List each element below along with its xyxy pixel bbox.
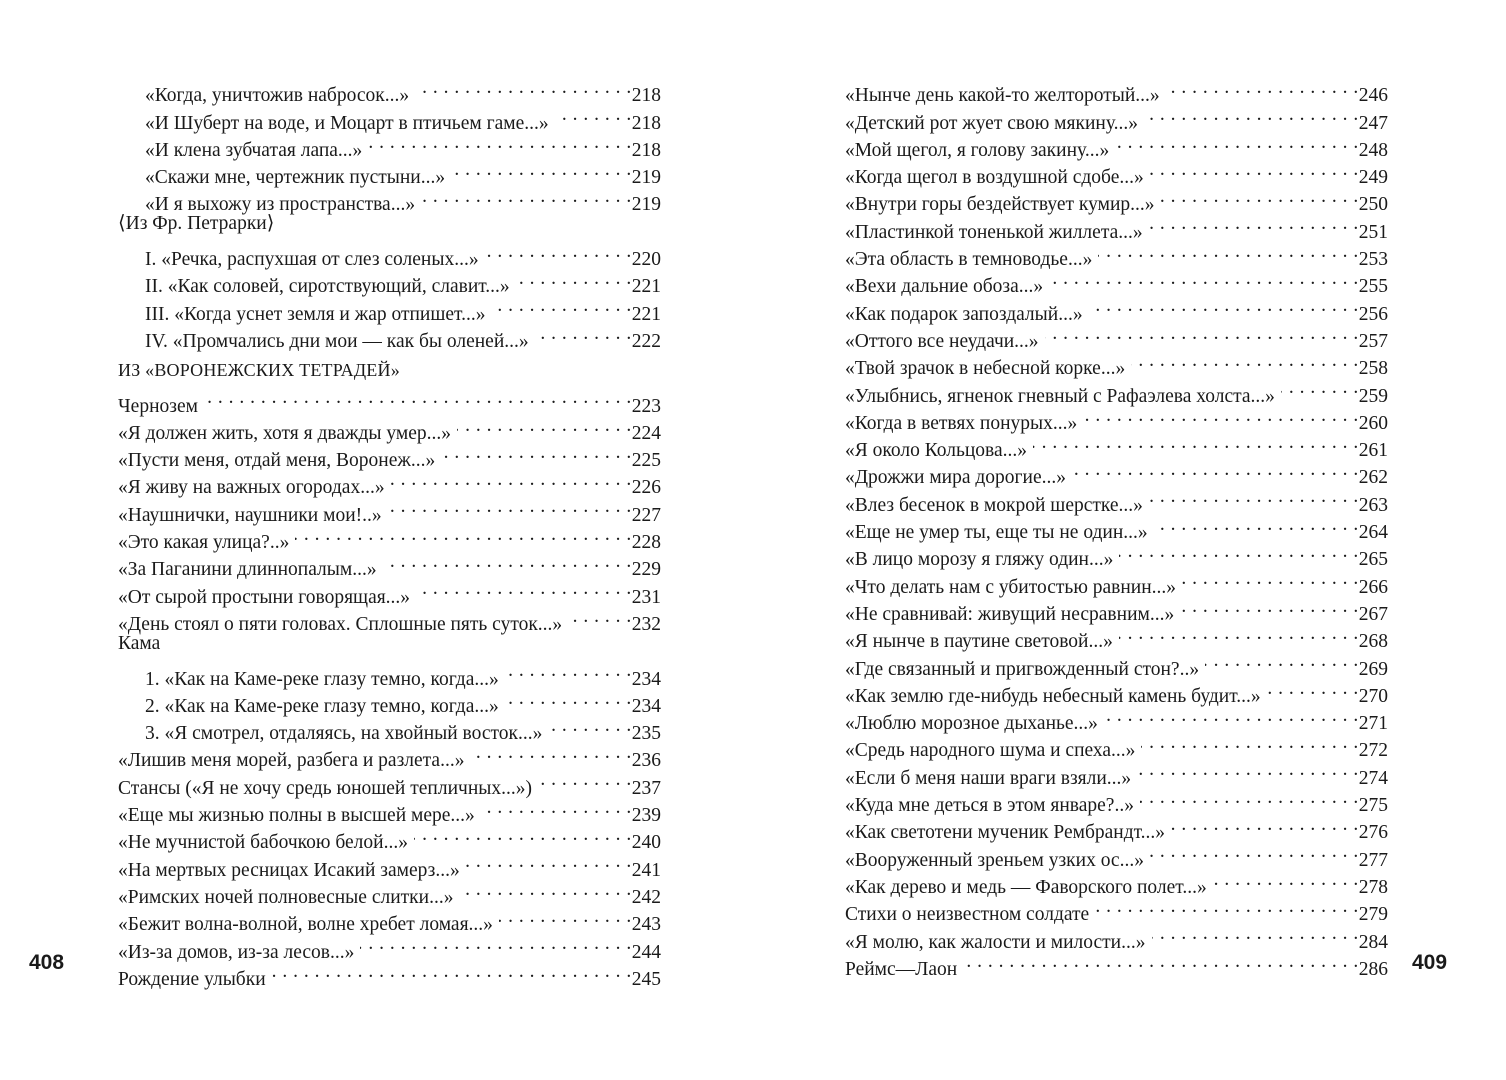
dot-leader xyxy=(1213,866,1359,893)
toc-entry-page: 279 xyxy=(1358,904,1388,926)
toc-entry-page: 272 xyxy=(1358,740,1388,762)
dot-leader xyxy=(457,412,632,439)
toc-entry-title: «Вооруженный зреньем узких ос...» xyxy=(845,849,1144,871)
toc-entry-title: «Бежит волна-волной, волне хребет ломая...» xyxy=(118,914,493,936)
toc-entry-title: «Еще не умер ты, еще ты не один...» xyxy=(845,522,1148,544)
toc-entry-page: 236 xyxy=(631,750,661,772)
dot-leader xyxy=(391,466,632,493)
toc-entry-page: 239 xyxy=(631,805,661,827)
toc-entry-title: Реймс—Лаон xyxy=(845,958,958,980)
toc-entry-title: «Лишив меня морей, разбега и разлета...» xyxy=(118,750,465,772)
toc-entry-title: «Детский рот жует свою мякину...» xyxy=(845,112,1138,134)
toc-entry-title: «Я молю, как жалости и милости...» xyxy=(845,931,1146,953)
toc-entry-title: «Влез бесенок в мокрой шерстке...» xyxy=(845,494,1143,516)
dot-leader xyxy=(1140,784,1359,811)
toc-group-petrarca xyxy=(118,238,661,352)
toc-group-intro xyxy=(118,74,661,216)
dot-leader xyxy=(1104,702,1359,729)
dot-leader xyxy=(1137,756,1359,783)
toc-entry xyxy=(845,74,1388,107)
toc-entry-title: Чернозем xyxy=(118,395,198,417)
toc-entry-page: 247 xyxy=(1358,112,1388,134)
toc-entry-page: 275 xyxy=(1358,795,1388,817)
toc-entry-title: «За Паганини длиннопалым...» xyxy=(118,559,377,581)
toc-entry-page: 231 xyxy=(631,586,661,608)
dot-leader xyxy=(516,265,632,292)
toc-entry-page: 266 xyxy=(1358,576,1388,598)
dot-leader xyxy=(1083,402,1358,429)
dot-leader xyxy=(470,739,631,766)
toc-entry-title: «Дрожжи мира дорогие...» xyxy=(845,467,1067,489)
toc-entry-title: 2. «Как на Каме-реке глазу темно, когда...» xyxy=(145,695,499,717)
toc-entry-page: 271 xyxy=(1358,713,1388,735)
toc-entry-title: «Куда мне деться в этом январе?..» xyxy=(845,795,1134,817)
toc-entry-title: «Улыбнись, ягненок гневный с Рафаэлева холста...» xyxy=(845,385,1275,407)
toc-group-voronezh xyxy=(118,384,661,635)
toc-entry-page: 258 xyxy=(1358,358,1388,380)
toc-entry-page: 240 xyxy=(631,832,661,854)
dot-leader xyxy=(1045,320,1359,347)
toc-entry-title: «Нынче день какой-то желторотый...» xyxy=(845,85,1160,107)
dot-leader xyxy=(272,958,632,985)
dot-leader xyxy=(466,848,632,875)
toc-entry-page: 221 xyxy=(631,276,661,298)
toc-entry-page: 245 xyxy=(631,968,661,990)
toc-group-kama xyxy=(118,657,661,745)
dot-leader xyxy=(1205,647,1359,674)
dot-leader xyxy=(538,766,632,793)
section-heading: ИЗ «ВОРОНЕЖСКИХ ТЕТРАДЕЙ» xyxy=(118,359,400,380)
toc-entry-page: 264 xyxy=(1358,522,1388,544)
dot-leader xyxy=(1072,456,1359,483)
dot-leader xyxy=(1281,374,1359,401)
dot-leader xyxy=(963,948,1359,975)
toc-entry-title: «Как дерево и медь — Фаворского полет...» xyxy=(845,876,1207,898)
toc-entry-page: 255 xyxy=(1358,276,1388,298)
toc-entry-title: «Скажи мне, чертежник пустыни...» xyxy=(145,167,446,189)
dot-leader xyxy=(1267,675,1359,702)
toc-entry-page: 274 xyxy=(1358,767,1388,789)
toc-entry-title: «Это какая улица?..» xyxy=(118,532,290,554)
toc-entry-page: 223 xyxy=(631,395,661,417)
dot-leader xyxy=(1154,511,1359,538)
toc-entry xyxy=(118,238,661,271)
dot-leader xyxy=(383,548,632,575)
toc-entry-title: «От сырой простыни говорящая...» xyxy=(118,586,411,608)
toc-entry-page: 228 xyxy=(631,532,661,554)
dot-leader xyxy=(1182,565,1359,592)
dot-leader xyxy=(1131,347,1359,374)
toc-entry-page: 278 xyxy=(1358,876,1388,898)
toc-entry-page: 253 xyxy=(1358,249,1388,271)
toc-entry-page: 267 xyxy=(1358,603,1388,625)
toc-entry-title: «Я живу на важных огородах...» xyxy=(118,477,385,499)
dot-leader xyxy=(1115,129,1359,156)
dot-leader xyxy=(451,156,632,183)
toc-entry-page: 277 xyxy=(1358,849,1388,871)
dot-leader xyxy=(1089,292,1359,319)
toc-entry-title: «Средь народного шума и спеха...» xyxy=(845,740,1136,762)
toc-entry-title: «Вехи дальние обоза...» xyxy=(845,276,1044,298)
dot-leader xyxy=(1149,210,1359,237)
dot-leader xyxy=(1150,156,1359,183)
dot-leader xyxy=(1144,101,1359,128)
toc-entry-title: «Когда, уничтожив набросок...» xyxy=(145,85,410,107)
dot-leader xyxy=(505,685,632,712)
toc-entry-title: «Эта область в темноводье...» xyxy=(845,249,1093,271)
toc-entry-title: «Когда щегол в воздушной сдобе...» xyxy=(845,167,1144,189)
toc-entry-page: 261 xyxy=(1358,440,1388,462)
kama-heading: Кама xyxy=(118,632,161,654)
toc-entry-page: 234 xyxy=(631,668,661,690)
toc-entry-page: 269 xyxy=(1358,658,1388,680)
page-number-right: 409 xyxy=(1412,951,1448,974)
toc-entry-page: 286 xyxy=(1358,958,1388,980)
dot-leader xyxy=(485,238,632,265)
toc-entry-page: 218 xyxy=(631,139,661,161)
toc-entry-title: 1. «Как на Каме-реке глазу темно, когда...» xyxy=(145,668,499,690)
left-page xyxy=(118,74,661,990)
toc-entry-title: «Из-за домов, из-за лесов...» xyxy=(118,941,355,963)
dot-leader xyxy=(1161,183,1359,210)
toc-entry-title: II. «Как соловей, сиротствующий, славит...» xyxy=(145,276,510,298)
dot-leader xyxy=(416,575,632,602)
toc-entry-title: «Я нынче в паутине световой...» xyxy=(845,631,1113,653)
dot-leader xyxy=(1095,893,1359,920)
toc-entry-page: 241 xyxy=(631,859,661,881)
toc-entry-title: III. «Когда уснет земля и жар отпишет...» xyxy=(145,303,486,325)
toc-entry-page: 242 xyxy=(631,886,661,908)
toc-entry-title: Стансы («Я не хочу средь юношей тепличных...») xyxy=(118,777,532,799)
dot-leader xyxy=(204,384,632,411)
toc-entry-title: «На мертвых ресницах Исакий замерз...» xyxy=(118,859,460,881)
toc-entry-page: 268 xyxy=(1358,631,1388,653)
toc-entry-title: «Наушнички, наушники мои!..» xyxy=(118,504,382,526)
toc-entry-page: 256 xyxy=(1358,303,1388,325)
toc-entry-page: 225 xyxy=(631,450,661,472)
dot-leader xyxy=(499,903,632,930)
toc-entry-page: 276 xyxy=(1358,822,1388,844)
toc-entry-title: «В лицо морозу я гляжу один...» xyxy=(845,549,1114,571)
dot-leader xyxy=(459,876,631,903)
toc-entry-title: I. «Речка, распухшая от слез соленых...» xyxy=(145,249,479,271)
toc-entry-title: «Внутри горы бездействует кумир...» xyxy=(845,194,1155,216)
dot-leader xyxy=(368,129,631,156)
petrarca-heading: ⟨Из Фр. Петрарки⟩ xyxy=(118,213,275,235)
dot-leader xyxy=(548,712,631,739)
toc-entry-page: 222 xyxy=(631,330,661,352)
toc-entry-title: «Что делать нам с убитостью равнин...» xyxy=(845,576,1177,598)
toc-entry xyxy=(118,384,661,417)
toc-entry-page: 221 xyxy=(631,303,661,325)
toc-entry-page: 246 xyxy=(1358,85,1388,107)
dot-leader xyxy=(1152,920,1359,947)
toc-entry-page: 248 xyxy=(1358,139,1388,161)
toc-entry-page: 220 xyxy=(631,249,661,271)
dot-leader xyxy=(1141,729,1358,756)
toc-entry-page: 219 xyxy=(631,167,661,189)
toc-entry-page: 265 xyxy=(1358,549,1388,571)
dot-leader xyxy=(568,603,632,630)
dot-leader xyxy=(421,183,632,210)
dot-leader xyxy=(295,521,631,548)
toc-entry-title: «Когда в ветвях понурых...» xyxy=(845,412,1078,434)
dot-leader xyxy=(555,101,632,128)
toc-entry-title: «Твой зрачок в небесной корке...» xyxy=(845,358,1126,380)
toc-group-voronezh-cont xyxy=(118,739,661,990)
toc-entry-page: 218 xyxy=(631,112,661,134)
toc-group-right xyxy=(845,74,1388,980)
toc-entry-page: 244 xyxy=(631,941,661,963)
dot-leader xyxy=(1119,538,1358,565)
toc-entry-page: 263 xyxy=(1358,494,1388,516)
toc-entry-page: 251 xyxy=(1358,221,1388,243)
toc-entry-title: «День стоял о пяти головах. Сплошные пять суток...» xyxy=(118,613,563,635)
toc-entry-title: «Как светотени мученик Рембрандт...» xyxy=(845,822,1166,844)
dot-leader xyxy=(1180,593,1359,620)
toc-entry-title: «Пластинкой тоненькой жиллета...» xyxy=(845,221,1143,243)
dot-leader xyxy=(481,794,632,821)
dot-leader xyxy=(415,74,632,101)
toc-entry-page: 235 xyxy=(631,723,661,745)
page-number-left: 408 xyxy=(29,951,65,974)
toc-entry-page: 226 xyxy=(631,477,661,499)
toc-entry-page: 224 xyxy=(631,422,661,444)
toc-entry-title: «Я около Кольцова...» xyxy=(845,440,1028,462)
toc-entry-title: «И я выхожу из пространства...» xyxy=(145,194,416,216)
dot-leader xyxy=(388,493,632,520)
toc-entry-title: «И Шуберт на воде, и Моцарт в птичьем гаме...» xyxy=(145,112,549,134)
toc-entry-page: 237 xyxy=(631,777,661,799)
toc-entry-page: 218 xyxy=(631,85,661,107)
toc-entry-page: 243 xyxy=(631,914,661,936)
toc-entry-title: «Как подарок запоздалый...» xyxy=(845,303,1083,325)
toc-entry-page: 260 xyxy=(1358,412,1388,434)
toc-entry-page: 227 xyxy=(631,504,661,526)
toc-entry-title: «Еще мы жизнью полны в высшей мере...» xyxy=(118,805,475,827)
toc-entry-title: «И клена зубчатая лапа...» xyxy=(145,139,363,161)
toc-entry-title: «Мой щегол, я голову закину...» xyxy=(845,139,1110,161)
toc-entry-title: Стихи о неизвестном солдате xyxy=(845,904,1090,926)
dot-leader xyxy=(505,657,632,684)
toc-entry-title: 3. «Я смотрел, отдаляясь, на хвойный восток...» xyxy=(145,723,543,745)
toc-entry xyxy=(118,74,661,107)
toc-entry-page: 284 xyxy=(1358,931,1388,953)
toc-entry-page: 270 xyxy=(1358,685,1388,707)
toc-entry-page: 250 xyxy=(1358,194,1388,216)
toc-entry-title: «Если б меня наши враги взяли...» xyxy=(845,767,1132,789)
toc-entry-title: Рождение улыбки xyxy=(118,968,266,990)
dot-leader xyxy=(1033,429,1359,456)
toc-entry-title: «Пусти меня, отдай меня, Воронеж...» xyxy=(118,450,436,472)
toc-entry-title: «Не сравнивай: живущий несравним...» xyxy=(845,603,1175,625)
dot-leader xyxy=(414,821,632,848)
toc-entry-title: «Не мучнистой бабочкою белой...» xyxy=(118,832,408,854)
toc-entry-title: «Где связанный и пригвожденный стон?..» xyxy=(845,658,1200,680)
dot-leader xyxy=(1149,483,1359,510)
dot-leader xyxy=(360,930,631,957)
dot-leader xyxy=(1171,811,1359,838)
toc-entry-page: 259 xyxy=(1358,385,1388,407)
toc-entry xyxy=(118,657,661,690)
toc-entry-page: 234 xyxy=(631,695,661,717)
toc-entry-page: 262 xyxy=(1358,467,1388,489)
dot-leader xyxy=(1150,838,1359,865)
toc-entry-page: 219 xyxy=(631,194,661,216)
toc-entry-title: IV. «Промчались дни мои — как бы оленей...» xyxy=(145,330,529,352)
toc-entry-title: «Оттого все неудачи...» xyxy=(845,330,1039,352)
dot-leader xyxy=(1098,238,1358,265)
right-page xyxy=(845,74,1388,980)
dot-leader xyxy=(1166,74,1359,101)
toc-entry-title: «Я должен жить, хотя я дважды умер...» xyxy=(118,422,451,444)
toc-entry-page: 249 xyxy=(1358,167,1388,189)
dot-leader xyxy=(535,320,632,347)
dot-leader xyxy=(491,292,631,319)
dot-leader xyxy=(1119,620,1359,647)
toc-entry-title: «Как землю где-нибудь небесный камень будит...» xyxy=(845,685,1261,707)
toc-entry-page: 232 xyxy=(631,613,661,635)
toc-entry-page: 257 xyxy=(1358,330,1388,352)
dot-leader xyxy=(441,439,632,466)
toc-entry-title: «Римских ночей полновесные слитки...» xyxy=(118,886,454,908)
toc-entry-title: «Люблю морозное дыханье...» xyxy=(845,713,1098,735)
toc-entry-page: 229 xyxy=(631,559,661,581)
dot-leader xyxy=(1049,265,1359,292)
